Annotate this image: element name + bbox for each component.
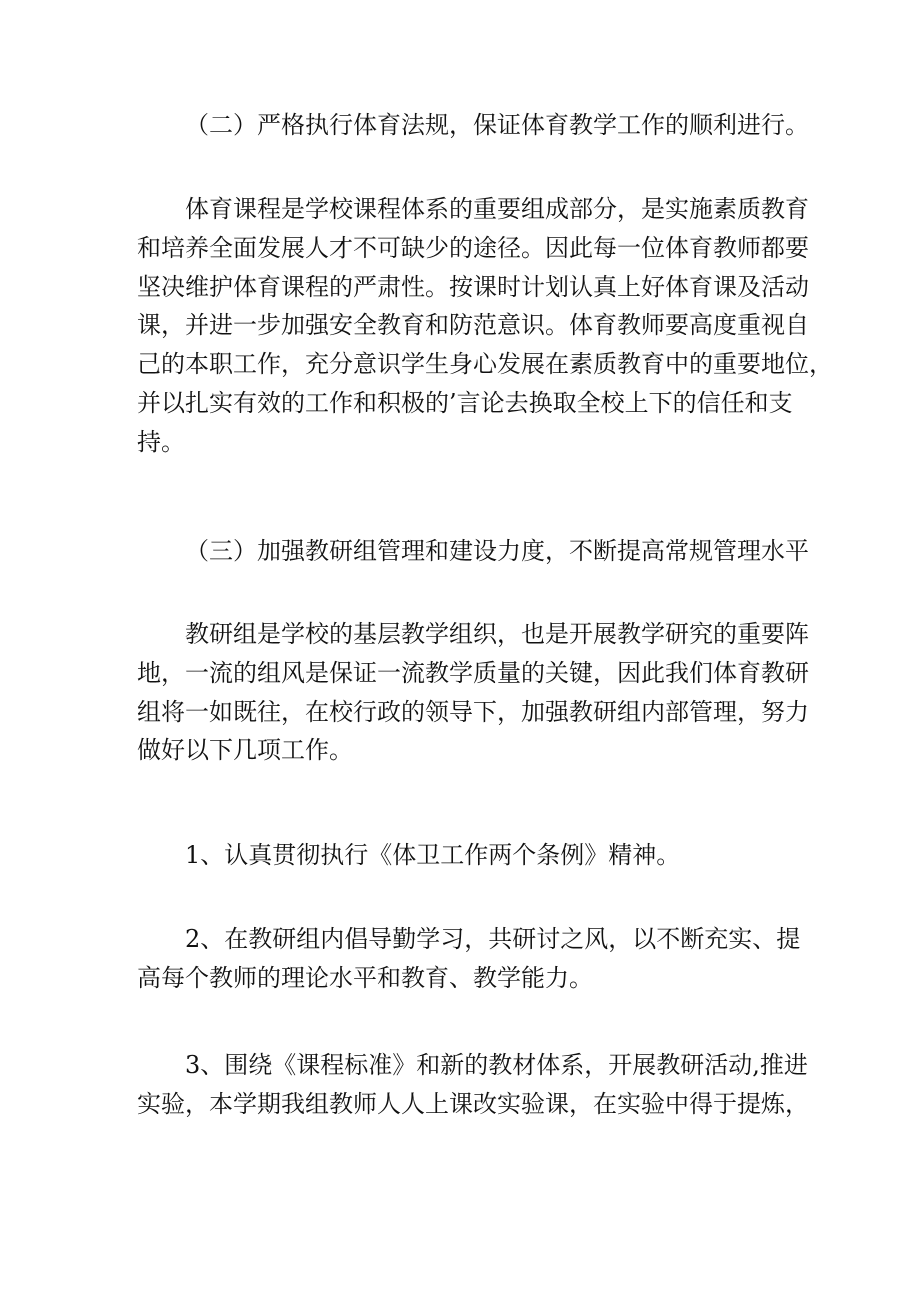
text-line: （二）严格执行体育法规，保证体育教学工作的顺利进行。 xyxy=(185,111,809,139)
text-line: 3、围绕《课程标准》和新的教材体系，开展教研活动,推进 xyxy=(137,1051,808,1079)
text-line: 坚决维护体育课程的严肃性。按课时计划认真上好体育课及活动 xyxy=(137,272,809,301)
text-line: 教研组是学校的基层教学组织，也是开展教学研究的重要阵 xyxy=(137,620,809,648)
text-line: 1、认真贯彻执行《体卫工作两个条例》精神。 xyxy=(137,841,681,869)
text-line: 课，并进一步加强安全教育和防范意识。体育教师要高度重视自 xyxy=(137,311,809,340)
text-line: 2、在教研组内倡导勤学习，共研讨之风，以不断充实、提 xyxy=(137,925,801,953)
text-line: 己的本职工作，充分意识学生身心发展在素质教育中的重要地位， xyxy=(137,350,833,379)
text-line: 和培养全面发展人才不可缺少的途径。因此每一位体育教师都要 xyxy=(137,233,809,262)
list-item-1 xyxy=(137,836,787,875)
text-line: 持。 xyxy=(137,427,185,456)
text-line: 高每个教师的理论水平和教育、教学能力。 xyxy=(137,963,593,992)
text-line: （三）加强教研组管理和建设力度，不断提高常规管理水平 xyxy=(185,537,809,565)
text-line: 地，一流的组风是保证一流教学质量的关键，因此我们体育教研 xyxy=(137,658,809,687)
text-line: 并以扎实有效的工作和积极的’言论去换取全校上下的信任和支 xyxy=(137,388,793,417)
text-line: 体育课程是学校课程体系的重要组成部分，是实施素质教育 xyxy=(137,195,809,223)
list-item-2 xyxy=(137,920,801,998)
section-heading-2 xyxy=(185,106,835,145)
section-heading-3 xyxy=(185,532,835,571)
text-line: 做好以下几项工作。 xyxy=(137,736,353,765)
list-item-3 xyxy=(137,1046,809,1124)
paragraph-research-group xyxy=(137,615,809,770)
paragraph-pe-curriculum xyxy=(137,190,833,462)
text-line: 组将一如既往，在校行政的领导下，加强教研组内部管理，努力 xyxy=(137,697,809,726)
text-line: 实验，本学期我组教师人人上课改实验课，在实验中得于提炼， xyxy=(137,1089,809,1118)
